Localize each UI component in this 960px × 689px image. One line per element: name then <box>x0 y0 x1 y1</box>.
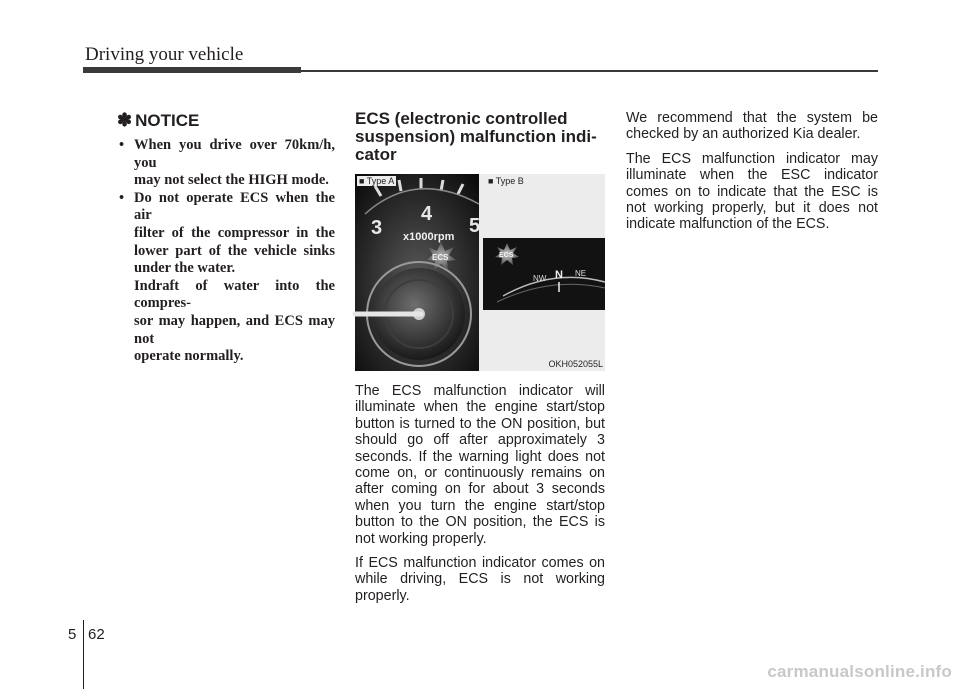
figure-code: OKH052055L <box>548 359 603 369</box>
gauge-number: 3 <box>371 217 383 239</box>
page-number: 62 <box>88 626 105 643</box>
page-header-title: Driving your vehicle <box>85 44 244 65</box>
notice-line: Do not operate ECS when the air <box>134 189 335 224</box>
paragraph: We recommend that the system be checked by an authorized Kia dealer. <box>626 110 878 143</box>
site-watermark: carmanualsonline.info <box>767 662 952 681</box>
ecs-badge: ECS <box>432 253 449 262</box>
gauge-number: 4 <box>421 203 433 225</box>
section-heading-line: cator <box>355 145 397 164</box>
header-rule-thin <box>300 70 878 72</box>
tachometer-illustration <box>355 174 479 371</box>
compass-label: NW <box>533 274 547 283</box>
ecs-badge: ECS <box>499 252 514 259</box>
compass-label: NE <box>575 269 587 278</box>
notice-line: filter of the compressor in the <box>134 224 335 241</box>
compass-label: N <box>555 269 563 281</box>
notice-line: Indraft of water into the compres- <box>134 277 335 312</box>
column-3-text <box>626 110 878 241</box>
notice-title <box>117 110 335 131</box>
section-body <box>355 383 605 604</box>
type-b-label: ■ Type B <box>488 176 524 186</box>
type-a-tachometer-image <box>355 174 479 371</box>
notice-item <box>117 190 335 366</box>
gauge-number: 5 <box>469 215 481 237</box>
compass-display-illustration <box>483 238 605 310</box>
notice-line: under the water. <box>134 260 236 277</box>
notice-star-icon: ✽ <box>117 110 133 130</box>
footer-divider <box>83 620 84 689</box>
notice-box <box>117 110 335 366</box>
section-heading-line: suspension) malfunction indi- <box>355 127 597 146</box>
notice-line: sor may happen, and ECS may not <box>134 312 335 347</box>
rpm-label: x1000rpm <box>403 231 455 243</box>
paragraph: If ECS malfunction indicator comes on while driving, ECS is not working properly. <box>355 555 605 604</box>
ecs-indicator-figure <box>355 174 605 371</box>
notice-line: When you drive over 70km/h, you <box>134 137 335 171</box>
type-b-cluster-image <box>483 238 605 310</box>
notice-line: lower part of the vehicle sinks <box>134 242 335 259</box>
bullet-icon: • <box>119 189 125 206</box>
section-heading <box>355 110 605 164</box>
notice-item <box>117 137 335 190</box>
type-a-label: ■ Type A <box>359 176 395 186</box>
bullet-icon: • <box>119 137 125 153</box>
notice-line: may not select the HIGH mode. <box>134 172 329 189</box>
paragraph: The ECS malfunction indicator will illuminate when the engine start/stop button is turned to the ON position, but should go off after approximately 3 seconds. If the warning light does not come on, or continuously remains on after coming on for about 3 seconds when you turn the engine start/stop button to the ON position, the ECS is not working properly. <box>355 383 605 547</box>
header-rule-thick <box>83 67 301 73</box>
ecs-section <box>355 110 605 612</box>
notice-title-text: NOTICE <box>135 110 200 130</box>
notice-list <box>117 137 335 366</box>
chapter-number: 5 <box>68 626 77 643</box>
paragraph: The ECS malfunction indicator may illuminate when the ESC indicator comes on to indicate that the ESC is not working properly, but it does not indicate malfunction of the ECS. <box>626 150 878 233</box>
section-heading-line: ECS (electronic controlled <box>355 109 568 128</box>
notice-line: operate normally. <box>134 348 244 365</box>
